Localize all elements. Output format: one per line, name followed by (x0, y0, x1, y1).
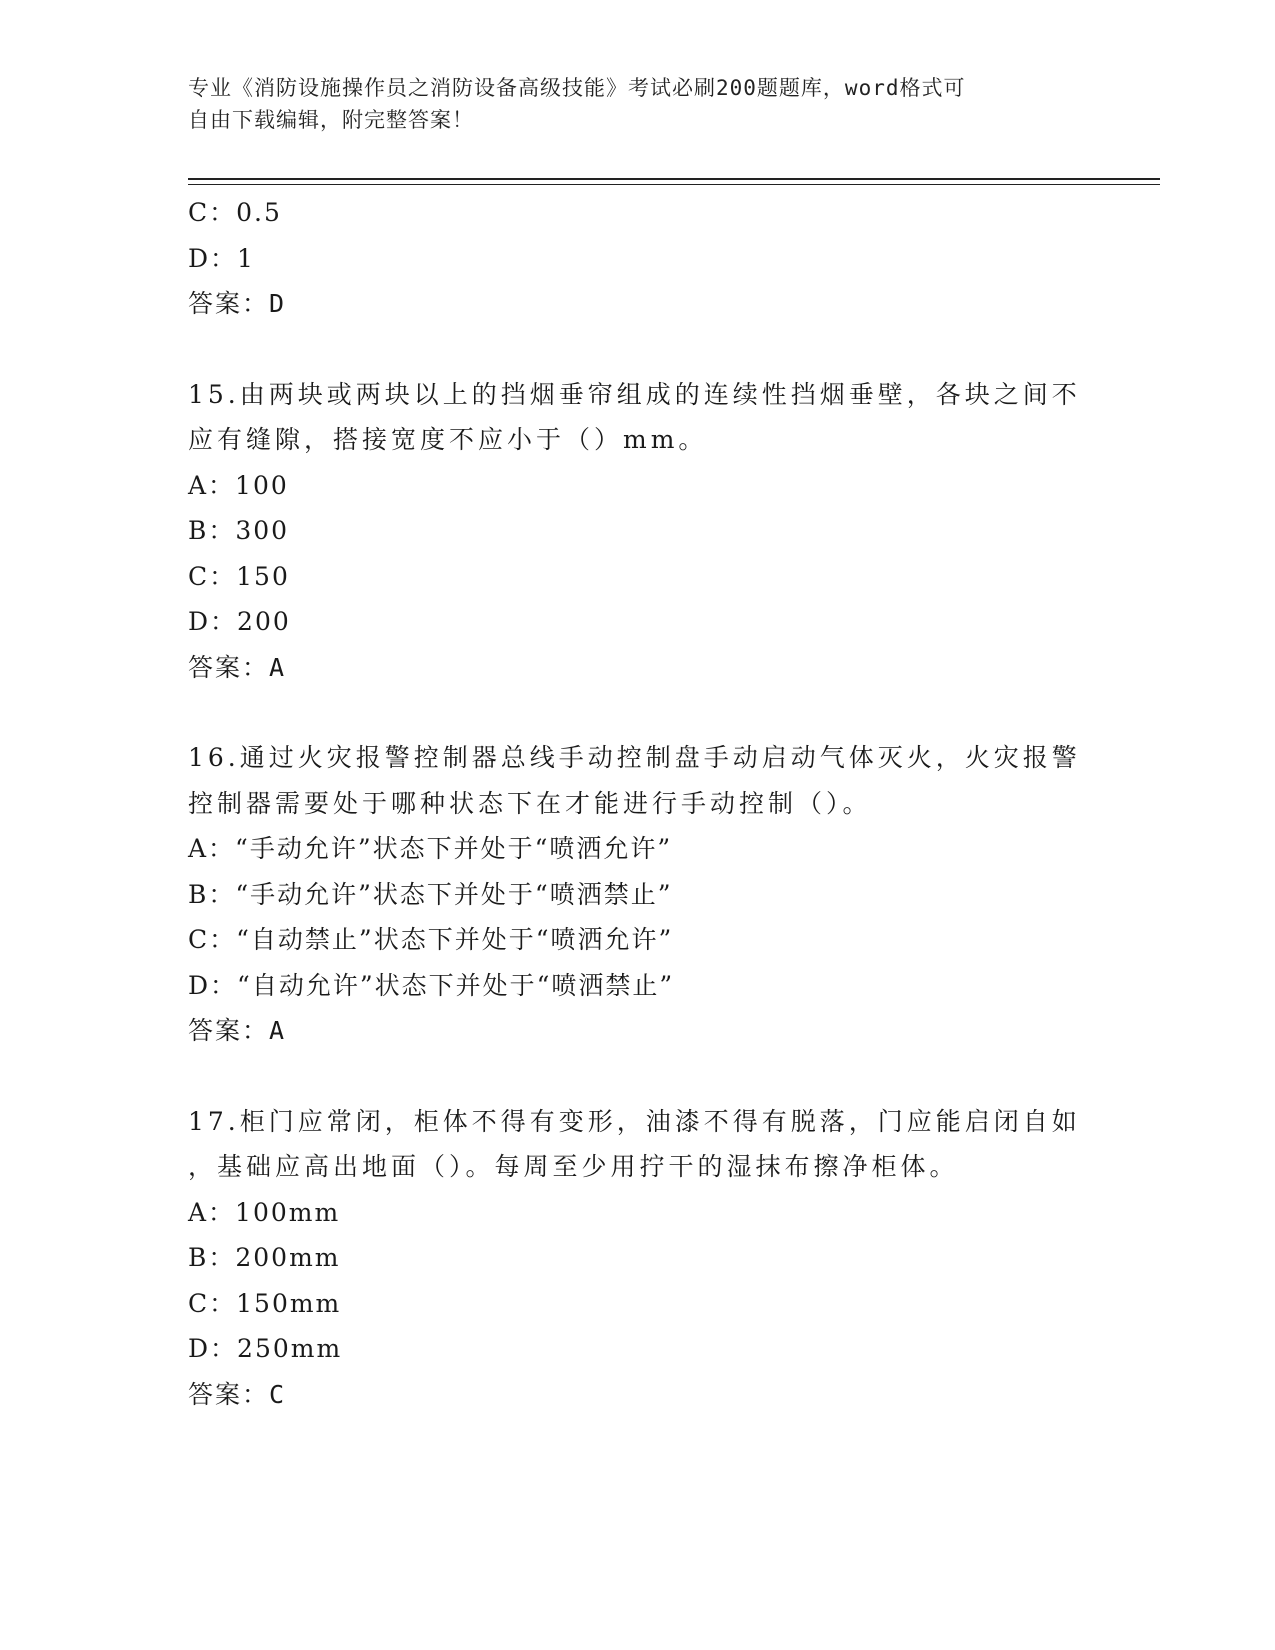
question-17 (188, 1099, 1088, 1418)
page-header (188, 72, 1068, 136)
answer: 答案：A (188, 1016, 287, 1045)
spacer (188, 690, 1088, 735)
option-b: B：200mm (188, 1243, 341, 1272)
option-d: D：“自动允许”状态下并处于“喷洒禁止” (188, 970, 675, 1000)
document-body (188, 190, 1088, 1417)
spacer (188, 327, 1088, 372)
option-c: C：0.5 (188, 198, 282, 227)
option-d: D：1 (188, 243, 255, 273)
option-c: C：150 (188, 561, 290, 591)
answer: 答案：D (188, 289, 287, 318)
spacer (188, 1054, 1088, 1099)
option-a: A：100mm (188, 1197, 341, 1227)
question-16 (188, 735, 1088, 1054)
question-stem-line-2: 控制器需要处于哪种状态下在才能进行手动控制（）。 (188, 788, 872, 818)
answer: 答案：C (188, 1379, 287, 1409)
answer: 答案：A (188, 652, 287, 682)
header-line-2: 自由下载编辑，附完整答案！ (188, 108, 474, 132)
option-d: D：200 (188, 607, 291, 636)
option-a: A：“手动允许”状态下并处于“喷洒允许” (188, 834, 673, 863)
question-stem-line-1: 16.通过火灾报警控制器总线手动控制盘手动启动气体灭火，火灾报警 (188, 743, 1081, 772)
question-stem-line-1: 17.柜门应常闭，柜体不得有变形，油漆不得有脱落，门应能启闭自如 (188, 1106, 1081, 1136)
header-divider (188, 178, 1160, 185)
option-d: D：250mm (188, 1334, 343, 1363)
question-stem-line-1: 15.由两块或两块以上的挡烟垂帘组成的连续性挡烟垂壁，各块之间不 (188, 379, 1081, 409)
question-15 (188, 372, 1088, 691)
option-b: B：“手动允许”状态下并处于“喷洒禁止” (188, 879, 673, 909)
option-c: C：“自动禁止”状态下并处于“喷洒允许” (188, 925, 674, 954)
question-stem-line-2: 应有缝隙，搭接宽度不应小于（）mm。 (188, 425, 708, 454)
question-stem-line-2: ，基础应高出地面（）。每周至少用拧干的湿抹布擦净柜体。 (188, 1152, 959, 1181)
option-a: A：100 (188, 470, 289, 500)
header-line-1: 专业《消防设施操作员之消防设备高级技能》考试必刷200题题库，word格式可 (188, 76, 966, 100)
option-b: B：300 (188, 516, 290, 545)
question-14-continued (188, 190, 1088, 327)
option-c: C：150mm (188, 1288, 342, 1318)
